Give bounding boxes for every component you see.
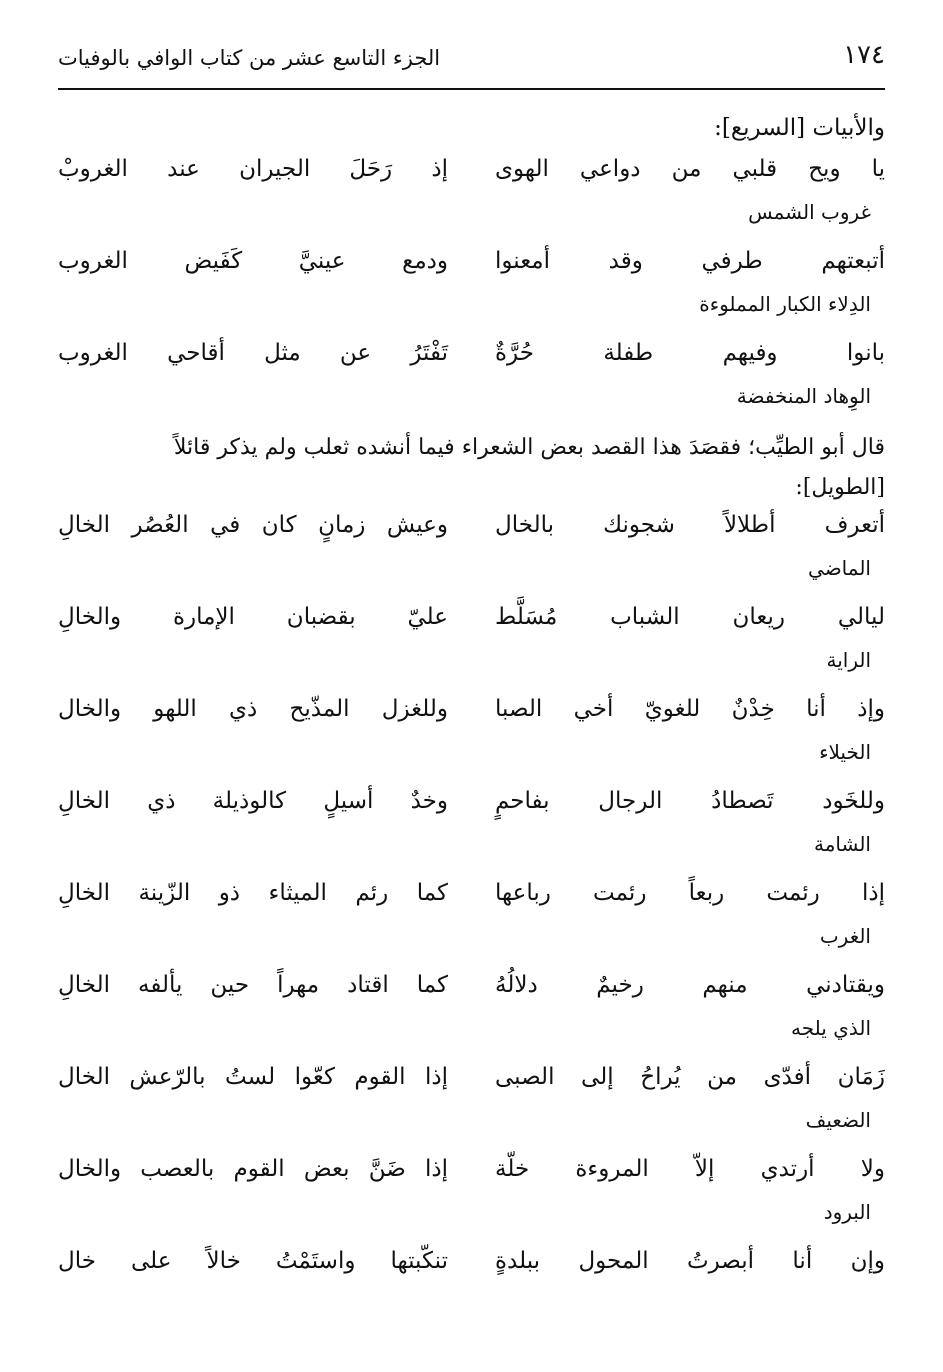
verse-gloss: الراية xyxy=(826,648,871,672)
verse-line xyxy=(58,876,885,924)
verse-line xyxy=(58,152,885,200)
verse xyxy=(58,336,885,428)
verse-line xyxy=(58,692,885,740)
verse-line xyxy=(58,336,885,384)
prose-paragraph xyxy=(58,428,885,508)
verse-first-hemistich: وإذ أنا خِدْنٌ للغويّ أخي الصبا xyxy=(495,696,885,722)
verse-first-hemistich: زَمَان أفدّى من يُراحُ إلى الصبى xyxy=(495,1064,885,1090)
verse xyxy=(58,244,885,336)
verse-gloss: الشامة xyxy=(813,832,871,856)
verse-gloss: غروب الشمس xyxy=(748,200,871,224)
verse-second-hemistich: إذا القوم كعّوا لستُ بالرّعش الخال xyxy=(58,1064,448,1090)
verse xyxy=(58,1152,885,1244)
prose-line-2: [الطويل]: xyxy=(795,475,885,500)
verse-line xyxy=(58,784,885,832)
verse-gloss: الوِهاد المنخفضة xyxy=(736,384,871,408)
verse-second-hemistich: تنكّبتها واستَمْتُ خالاً على خال xyxy=(58,1248,448,1274)
verse-gloss: الدِلاء الكبار المملوءة xyxy=(699,292,871,316)
verse-second-hemistich: كما رئم الميثاء ذو الزّينة الخالِ xyxy=(58,880,448,906)
verse xyxy=(58,152,885,244)
verse-gloss: الماضي xyxy=(808,556,871,580)
verse-gloss: البرود xyxy=(823,1200,871,1224)
verse-second-hemistich: عليّ بقضبان الإمارة والخالِ xyxy=(58,604,448,630)
page-content xyxy=(58,108,885,1336)
prose-line-1: قال أبو الطيِّب؛ فقصَدَ هذا القصد بعض الشعراء فيما أنشده ثعلب ولم يذكر قائلاً xyxy=(173,435,885,460)
verse-first-hemistich: وللخَود تَصطادُ الرجال بفاحمٍ xyxy=(495,788,885,814)
verse-line xyxy=(58,600,885,648)
verse xyxy=(58,600,885,692)
verse-second-hemistich: كما اقتاد مهراً حين يألفه الخالِ xyxy=(58,972,448,998)
verse-first-hemistich: أتبعتهم طرفي وقد أمعنوا xyxy=(495,248,885,274)
verse-second-hemistich: تَفْتَرُ عن مثل أقاحي الغروب xyxy=(58,340,448,366)
verse-second-hemistich: ودمع عينيَّ كَفَيض الغروب xyxy=(58,248,448,274)
verse-first-hemistich: بانوا وفيهم طفلة حُرَّةٌ xyxy=(495,340,885,366)
verse-gloss: الضعيف xyxy=(805,1108,871,1132)
verse-line xyxy=(58,1244,885,1292)
verse-first-hemistich: أتعرف أطلالاً شجونك بالخال xyxy=(495,512,885,538)
verse-gloss: الخيلاء xyxy=(819,740,871,764)
verse-first-hemistich: يا ويح قلبي من دواعي الهوى xyxy=(495,156,885,182)
verse-first-hemistich: إذا رئمت ربعاً رئمت رباعها xyxy=(495,880,885,906)
verse-second-hemistich: إذا ضَنَّ بعض القوم بالعصب والخال xyxy=(58,1156,448,1182)
verse-first-hemistich: ويقتادني منهم رخيمٌ دلالُهُ xyxy=(495,972,885,998)
verse xyxy=(58,876,885,968)
verse-first-hemistich: ولا أرتدي إلاّ المروءة خلّة xyxy=(495,1156,885,1182)
verse-second-hemistich: إذ رَحَلَ الجيران عند الغروبْ xyxy=(58,156,448,182)
verse-second-hemistich: وخدٌ أسيلٍ كالوذيلة ذي الخالِ xyxy=(58,788,448,814)
verse-line xyxy=(58,508,885,556)
page-number: ١٧٤ xyxy=(843,40,885,70)
verse xyxy=(58,784,885,876)
verse-first-hemistich: وإن أنا أبصرتُ المحول ببلدةٍ xyxy=(495,1248,885,1274)
verse xyxy=(58,1244,885,1336)
verse-line xyxy=(58,968,885,1016)
section-intro: والأبيات [السريع]: xyxy=(714,115,885,141)
verse-line xyxy=(58,1060,885,1108)
verse xyxy=(58,692,885,784)
poem-section-2 xyxy=(58,508,885,1336)
verse xyxy=(58,968,885,1060)
verse-line xyxy=(58,244,885,292)
verse-second-hemistich: وللغزل المذّيح ذي اللهو والخال xyxy=(58,696,448,722)
verse-first-hemistich: ليالي ريعان الشباب مُسَلَّط xyxy=(495,604,885,630)
poem-section-1 xyxy=(58,152,885,428)
verse xyxy=(58,1060,885,1152)
verse-line xyxy=(58,1152,885,1200)
verse xyxy=(58,508,885,600)
running-title: الجزء التاسع عشر من كتاب الوافي بالوفيات xyxy=(58,46,441,70)
page-header xyxy=(58,38,885,90)
verse-gloss: الغرب xyxy=(819,924,871,948)
verse-gloss: الذي يلجه xyxy=(791,1016,871,1040)
verse-second-hemistich: وعيش زمانٍ كان في العُصُر الخالِ xyxy=(58,512,448,538)
